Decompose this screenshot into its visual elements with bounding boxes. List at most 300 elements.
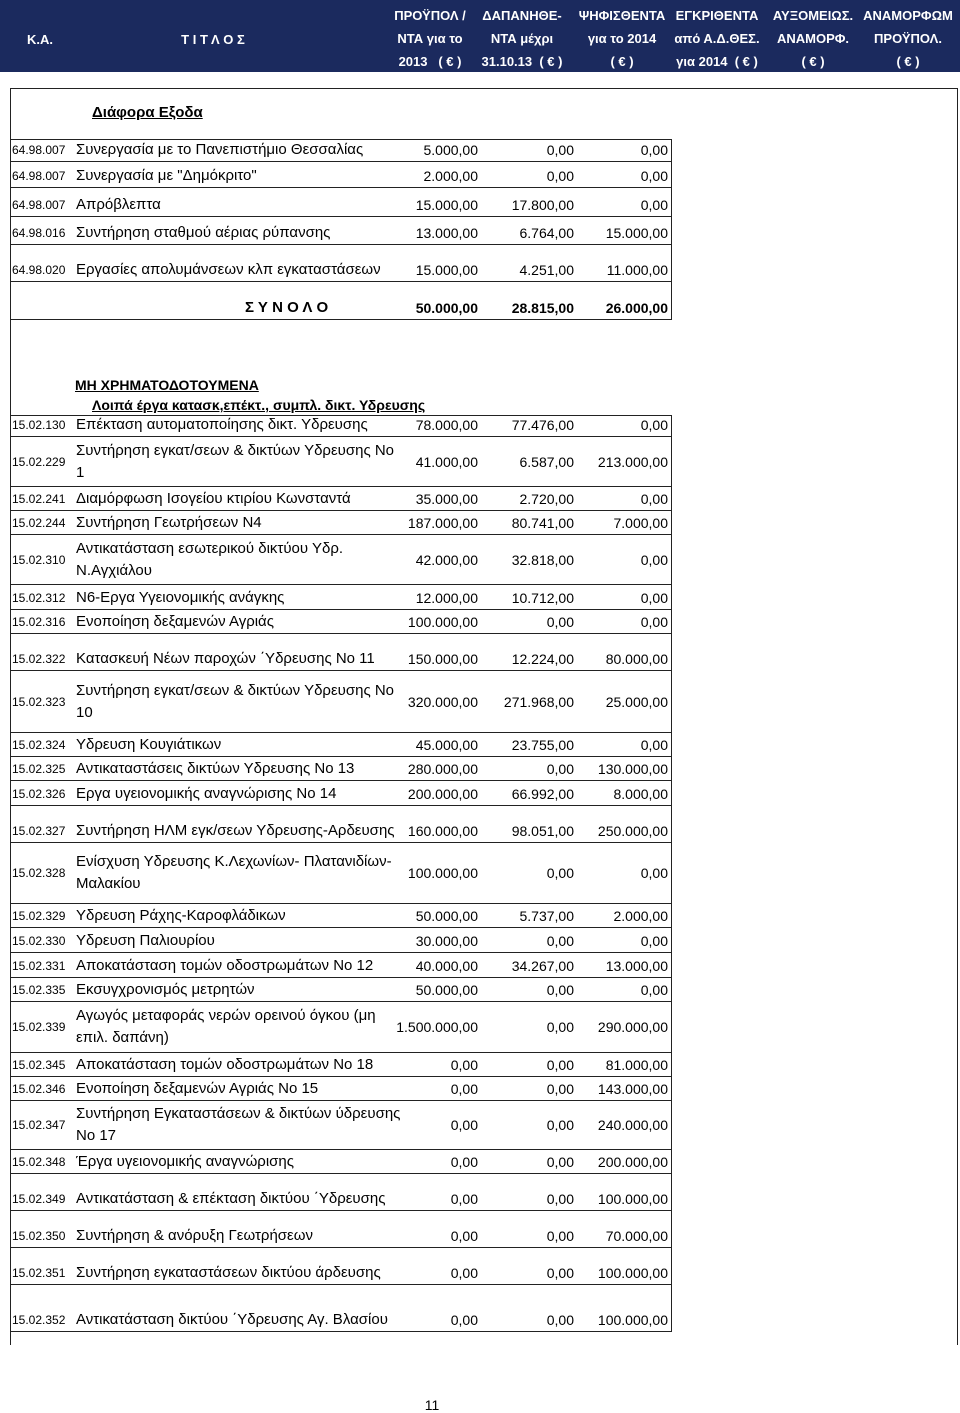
spent-until-31-10-13-amount: 34.267,00 xyxy=(511,958,574,974)
amount-cell xyxy=(570,1077,668,1100)
amount-cell xyxy=(380,1285,478,1331)
amount-cell xyxy=(570,487,668,510)
header-line: ΑΝΑΜΟΡΦΩΜ xyxy=(863,8,953,23)
header-column-approved-2014 xyxy=(665,4,769,73)
budget-2013-amount: 15.000,00 xyxy=(415,197,478,213)
budget-code: 15.02.351 xyxy=(12,1266,66,1280)
amount-cell xyxy=(380,928,478,952)
item-title-line: Συντήρηση σταθμού αέριας ρύπανσης xyxy=(76,224,331,241)
amount-cell xyxy=(476,1053,574,1076)
voted-2014-amount: 240.000,00 xyxy=(597,1117,668,1133)
budget-2013-amount: 15.000,00 xyxy=(415,262,478,278)
budget-2013-amount: 0,00 xyxy=(450,1117,478,1133)
item-title-line: Συνεργασία με "Δημόκριτο" xyxy=(76,167,257,184)
voted-2014-amount: 130.000,00 xyxy=(597,761,668,777)
amount-cell xyxy=(476,757,574,780)
budget-code-cell xyxy=(12,416,74,436)
item-title-cell xyxy=(76,1211,376,1247)
table-row xyxy=(10,843,672,904)
spent-until-31-10-13-amount: 0,00 xyxy=(546,865,574,881)
header-line: ΠΡΟΫΠΟΛ / xyxy=(394,8,466,23)
spent-until-31-10-13-amount: 0,00 xyxy=(546,933,574,949)
item-title-cell xyxy=(76,535,376,584)
budget-2013-amount: 41.000,00 xyxy=(415,453,478,470)
budget-2013-amount: 40.000,00 xyxy=(415,958,478,974)
item-title-cell xyxy=(76,487,376,510)
spent-until-31-10-13-amount: 80.741,00 xyxy=(511,515,574,531)
amount-cell xyxy=(380,1248,478,1284)
spent-until-31-10-13-amount: 271.968,00 xyxy=(503,693,574,710)
item-title-cell xyxy=(76,162,376,187)
budget-code: 15.02.327 xyxy=(12,824,66,838)
budget-2013-amount: 13.000,00 xyxy=(415,225,478,241)
spent-until-31-10-13-amount: 0,00 xyxy=(546,1019,574,1035)
item-title-cell xyxy=(76,1248,381,1284)
budget-2013-amount: 320.000,00 xyxy=(407,693,478,710)
budget-code-cell xyxy=(12,585,74,609)
budget-code: 15.02.326 xyxy=(12,787,66,801)
amount-cell xyxy=(476,1101,574,1149)
header-line: ( € ) xyxy=(896,54,920,69)
voted-2014-amount: 100.000,00 xyxy=(597,1191,668,1207)
budget-code-cell xyxy=(12,217,74,244)
item-title-cell xyxy=(76,978,376,1001)
amount-cell xyxy=(380,904,478,927)
voted-2014-amount: 100.000,00 xyxy=(597,1312,668,1328)
item-title-line: 10 xyxy=(76,703,93,721)
amount-cell xyxy=(476,162,574,187)
budget-code-cell xyxy=(12,1150,74,1173)
budget-2013-amount: 0,00 xyxy=(450,1265,478,1281)
item-title-cell xyxy=(76,140,376,161)
spent-until-31-10-13-amount: 0,00 xyxy=(546,1228,574,1244)
budget-code: 15.02.349 xyxy=(12,1192,66,1206)
amount-cell xyxy=(476,806,574,842)
spent-until-31-10-13-amount: 0,00 xyxy=(546,168,574,184)
header-line: από Α.Δ.ΘΕΣ. xyxy=(674,31,760,46)
budget-2013-amount: 100.000,00 xyxy=(407,614,478,630)
header-line: ΝΤΑ μέχρι xyxy=(490,31,554,46)
item-title-cell xyxy=(76,904,376,927)
amount-cell xyxy=(570,217,668,244)
item-title-line: Ενοποίηση δεξαμενών Αγριάς xyxy=(76,613,274,630)
budget-2013-amount: 0,00 xyxy=(450,1228,478,1244)
amount-cell xyxy=(476,610,574,633)
budget-code: 15.02.350 xyxy=(12,1229,66,1243)
budget-code: 15.02.352 xyxy=(12,1313,66,1327)
amount-cell xyxy=(476,1211,574,1247)
item-title-cell xyxy=(76,416,376,436)
table-row xyxy=(10,585,672,610)
header-column-revision-change xyxy=(761,4,865,73)
item-title-line: Αντικατάσταση & επέκταση δικτύου ΄Υδρευσης xyxy=(76,1190,386,1207)
spent-until-31-10-13-amount: 0,00 xyxy=(546,1312,574,1328)
amount-cell xyxy=(380,535,478,584)
header-column-voted-2014 xyxy=(570,4,674,73)
budget-2013-amount: 42.000,00 xyxy=(415,551,478,568)
voted-2014-amount: 0,00 xyxy=(640,551,668,568)
item-title-line: Αντικαταστάσεις δικτύων Υδρευσης Νο 13 xyxy=(76,760,355,777)
amount-cell xyxy=(476,140,574,161)
budget-code-cell xyxy=(12,1211,74,1247)
amount-cell xyxy=(570,671,668,732)
item-title-line: Επέκταση αυτοματοποίησης δικτ. Υδρευσης xyxy=(76,416,368,433)
budget-code: 15.02.310 xyxy=(12,552,66,567)
spent-until-31-10-13-amount: 5.737,00 xyxy=(519,908,574,924)
amount-cell xyxy=(570,1174,668,1210)
header-line: ΑΝΑΜΟΡΦ. xyxy=(776,31,850,46)
voted-2014-amount: 0,00 xyxy=(640,142,668,158)
header-line: ΠΡΟΫΠΟΛ. xyxy=(874,31,942,46)
amount-cell xyxy=(476,188,574,216)
budget-2013-amount: 45.000,00 xyxy=(415,737,478,753)
table-row xyxy=(10,1053,672,1077)
item-title-line: Συντήρηση & ανόρυξη Γεωτρήσεων xyxy=(76,1227,313,1244)
item-title-cell xyxy=(76,245,381,281)
voted-2014-amount: 0,00 xyxy=(640,417,668,433)
table-row xyxy=(10,1248,672,1285)
amount-cell xyxy=(570,634,668,670)
budget-code-cell xyxy=(12,437,74,486)
header-line: ΔΑΠΑΝΗΘΕ- xyxy=(482,8,562,23)
item-title-cell xyxy=(76,188,376,216)
budget-code-cell xyxy=(12,162,74,187)
budget-code-cell xyxy=(12,757,74,780)
header-line: για 2014 ( € ) xyxy=(676,54,758,69)
budget-2013-amount: 35.000,00 xyxy=(415,491,478,507)
item-title-line: Αγωγός μεταφοράς νερών ορεινού όγκου (μη xyxy=(76,1007,376,1024)
budget-2013-amount: 12.000,00 xyxy=(415,590,478,606)
amount-cell xyxy=(570,733,668,756)
budget-code-cell xyxy=(12,978,74,1001)
voted-2014-amount: 0,00 xyxy=(640,491,668,507)
budget-code: 15.02.316 xyxy=(12,615,66,629)
item-title-cell xyxy=(76,1101,401,1149)
item-title-line: Κατασκευή Νέων παροχών ΄Υδρευσης Νο 11 xyxy=(76,650,375,667)
budget-code-cell xyxy=(12,904,74,927)
table-row xyxy=(10,139,672,162)
voted-2014-amount: 0,00 xyxy=(640,590,668,606)
spent-until-31-10-13-amount: 2.720,00 xyxy=(519,491,574,507)
item-title-line: Νο 17 xyxy=(76,1127,117,1144)
amount-cell xyxy=(380,245,478,281)
table-row xyxy=(10,535,672,585)
budget-code-cell xyxy=(12,843,74,903)
budget-2013-amount: 0,00 xyxy=(450,1057,478,1073)
amount-cell xyxy=(380,1101,478,1149)
amount-cell xyxy=(380,217,478,244)
budget-code: 64.98.016 xyxy=(12,226,66,240)
budget-code: 15.02.331 xyxy=(12,959,66,973)
budget-code: 15.02.347 xyxy=(12,1118,66,1132)
amount-cell xyxy=(380,634,478,670)
voted-2014-amount: 143.000,00 xyxy=(597,1081,668,1097)
header-column-revised-budget xyxy=(856,4,960,73)
total-label-cell xyxy=(245,282,365,319)
item-title-line: επιλ. δαπάνη) xyxy=(76,1029,169,1046)
section-subheading: Λοιπά έργα κατασκ,επέκτ., συμπλ. δικτ. Υδρευσης xyxy=(92,397,426,413)
spent-until-31-10-13-amount: 6.764,00 xyxy=(519,225,574,241)
budget-2013-amount: 0,00 xyxy=(450,1312,478,1328)
table-row xyxy=(10,953,672,978)
amount-cell xyxy=(380,757,478,780)
header-title-text: Τ Ι Τ Λ Ο Σ xyxy=(181,32,245,47)
item-title-cell xyxy=(76,843,392,903)
amount-cell xyxy=(570,610,668,633)
item-title-line: Συντήρηση ΗΛΜ εγκ/σεων Υδρευσης-Αρδευσης xyxy=(76,822,395,839)
budget-code-cell xyxy=(12,511,74,534)
table-row xyxy=(10,1150,672,1174)
amount-cell xyxy=(380,1211,478,1247)
amount-cell xyxy=(476,978,574,1001)
budget-code-cell xyxy=(12,806,74,842)
table-row xyxy=(10,757,672,781)
budget-code-cell xyxy=(12,781,74,805)
amount-cell xyxy=(570,1053,668,1076)
item-title-line: Ν.Αγχιάλου xyxy=(76,561,152,579)
amount-cell xyxy=(380,585,478,609)
budget-code: 15.02.324 xyxy=(12,738,66,752)
budget-code-cell xyxy=(12,1002,74,1052)
amount-cell xyxy=(570,162,668,187)
table-row xyxy=(10,1077,672,1101)
amount-cell xyxy=(570,1248,668,1284)
budget-code-cell xyxy=(12,1248,74,1284)
voted-2014-amount: 8.000,00 xyxy=(613,786,668,802)
spent-until-31-10-13-amount: 0,00 xyxy=(546,1117,574,1133)
table-row xyxy=(10,928,672,953)
item-title-line: Συντήρηση Εγκαταστάσεων & δικτύων ύδρευσης xyxy=(76,1105,401,1122)
amount-cell xyxy=(476,585,574,609)
spent-until-31-10-13-amount: 12.224,00 xyxy=(511,651,574,667)
budget-code-cell xyxy=(12,733,74,756)
budget-code: 15.02.330 xyxy=(12,934,66,948)
item-title-cell xyxy=(76,1002,376,1052)
budget-2013-amount: 187.000,00 xyxy=(407,515,478,531)
budget-2013-amount: 200.000,00 xyxy=(407,786,478,802)
budget-2013-amount: 1.500.000,00 xyxy=(396,1019,478,1035)
header-line: ΑΥΞΟΜΕΙΩΣ. xyxy=(772,8,854,23)
spent-until-31-10-13-amount: 0,00 xyxy=(546,761,574,777)
voted-2014-amount: 0,00 xyxy=(640,737,668,753)
header-code-label xyxy=(0,28,92,51)
budget-code-cell xyxy=(12,928,74,952)
item-title-cell xyxy=(76,1174,386,1210)
item-title-line: Ενοποίηση δεξαμενών Αγριάς Νο 15 xyxy=(76,1080,319,1097)
amount-cell xyxy=(570,904,668,927)
amount-cell xyxy=(476,1150,574,1173)
amount-cell xyxy=(380,140,478,161)
header-column-spent-until-31-10-13 xyxy=(470,4,574,73)
section-heading: Διάφορα Εξοδα xyxy=(92,104,203,121)
item-title-cell xyxy=(76,806,395,842)
spent-until-31-10-13-amount: 66.992,00 xyxy=(511,786,574,802)
spent-until-31-10-13-amount: 17.800,00 xyxy=(511,197,574,213)
voted-2014-amount: 200.000,00 xyxy=(597,1154,668,1170)
amount-cell xyxy=(570,437,668,486)
budget-code-cell xyxy=(12,1174,74,1210)
budget-2013-amount: 5.000,00 xyxy=(423,142,478,158)
spent-until-31-10-13-amount: 98.051,00 xyxy=(511,823,574,839)
table-row xyxy=(10,904,672,928)
header-line: για το 2014 xyxy=(587,31,657,46)
table-row xyxy=(10,217,672,245)
column-divider xyxy=(671,415,672,1332)
spent-until-31-10-13-amount: 0,00 xyxy=(546,142,574,158)
budget-2013-amount: 30.000,00 xyxy=(415,933,478,949)
budget-code: 15.02.229 xyxy=(12,454,66,469)
voted-2014-amount: 0,00 xyxy=(640,982,668,998)
amount-cell xyxy=(476,781,574,805)
amount-cell xyxy=(476,928,574,952)
section-heading: ΜΗ ΧΡΗΜΑΤΟΔΟΤΟΥΜΕΝΑ xyxy=(75,377,259,393)
voted-2014-amount: 80.000,00 xyxy=(605,651,668,667)
budget-2013-amount: 0,00 xyxy=(450,1191,478,1207)
item-title-cell xyxy=(76,437,395,486)
amount-cell xyxy=(380,1174,478,1210)
voted-2014-amount: 0,00 xyxy=(640,933,668,949)
budget-code: 15.02.335 xyxy=(12,983,66,997)
column-divider xyxy=(671,139,672,320)
budget-code-cell xyxy=(12,140,74,161)
table-row xyxy=(10,634,672,671)
amount-cell xyxy=(380,978,478,1001)
budget-code: 15.02.329 xyxy=(12,909,66,923)
voted-2014-amount: 15.000,00 xyxy=(605,225,668,241)
item-title-line: Ν6-Εργα Υγειονομικής ανάγκης xyxy=(76,589,285,606)
budget-code: 15.02.345 xyxy=(12,1058,66,1072)
header-bar xyxy=(0,0,960,72)
budget-code: 15.02.323 xyxy=(12,694,66,709)
item-title-cell xyxy=(76,511,376,534)
item-title-line: Ενίσχυση Υδρευσης Κ.Λεχωνίων- Πλατανιδίων- xyxy=(76,853,392,870)
amount-cell xyxy=(476,671,574,732)
budget-code-cell xyxy=(12,1053,74,1076)
item-title-line: Αποκατάσταση τομών οδοστρωμάτων Νο 18 xyxy=(76,1056,374,1073)
amount-cell xyxy=(570,585,668,609)
table-row xyxy=(10,162,672,188)
amount-cell xyxy=(570,535,668,584)
header-line: ( € ) xyxy=(801,54,825,69)
amount-cell xyxy=(570,140,668,161)
total-spent-until-31-10-13-amount: 28.815,00 xyxy=(511,300,574,316)
spent-until-31-10-13-amount: 23.755,00 xyxy=(511,737,574,753)
total-label: Σ Υ Ν Ο Λ Ο xyxy=(245,299,329,316)
amount-cell xyxy=(380,1053,478,1076)
amount-cell xyxy=(476,511,574,534)
amount-cell xyxy=(476,245,574,281)
amount-cell xyxy=(570,757,668,780)
amount-cell xyxy=(380,437,478,486)
item-title-line: Εργα υγειονομικής αναγνώρισης Νο 14 xyxy=(76,785,337,802)
amount-cell xyxy=(476,535,574,584)
header-line: ΝΤΑ για το xyxy=(397,31,463,46)
item-title-cell xyxy=(76,733,376,756)
budget-2013-amount: 2.000,00 xyxy=(423,168,478,184)
spent-until-31-10-13-amount: 77.476,00 xyxy=(511,417,574,433)
budget-code: 15.02.241 xyxy=(12,492,66,506)
item-title-cell xyxy=(76,634,376,670)
budget-code: 64.98.020 xyxy=(12,263,66,277)
voted-2014-amount: 100.000,00 xyxy=(597,1265,668,1281)
item-title-line: Έργα υγειονομικής αναγνώρισης xyxy=(76,1153,295,1170)
voted-2014-amount: 25.000,00 xyxy=(605,693,668,710)
budget-code: 64.98.007 xyxy=(12,169,66,183)
voted-2014-amount: 0,00 xyxy=(640,168,668,184)
spent-until-31-10-13-amount: 10.712,00 xyxy=(511,590,574,606)
table-row xyxy=(10,671,672,733)
total-amount-cell xyxy=(570,282,668,319)
voted-2014-amount: 290.000,00 xyxy=(597,1019,668,1035)
total-row xyxy=(10,282,672,320)
item-title-cell xyxy=(76,610,376,633)
header-column-budget-2013 xyxy=(378,4,482,73)
table-row xyxy=(10,245,672,282)
voted-2014-amount: 81.000,00 xyxy=(605,1057,668,1073)
budget-code-cell xyxy=(12,245,74,281)
amount-cell xyxy=(476,1174,574,1210)
amount-cell xyxy=(380,1077,478,1100)
amount-cell xyxy=(570,1101,668,1149)
header-line: 31.10.13 ( € ) xyxy=(481,54,563,69)
item-title-cell xyxy=(76,757,376,780)
spent-until-31-10-13-amount: 4.251,00 xyxy=(519,262,574,278)
budget-code: 15.02.244 xyxy=(12,516,66,530)
budget-2013-amount: 78.000,00 xyxy=(415,417,478,433)
budget-code: 15.02.348 xyxy=(12,1155,66,1169)
item-title-line: Διαμόρφωση Ισογείου κτιρίου Κωνσταντά xyxy=(76,490,351,507)
amount-cell xyxy=(476,1002,574,1052)
amount-cell xyxy=(476,634,574,670)
budget-2013-amount: 160.000,00 xyxy=(407,823,478,839)
budget-code: 15.02.130 xyxy=(12,418,66,432)
amount-cell xyxy=(380,806,478,842)
amount-cell xyxy=(380,1002,478,1052)
voted-2014-amount: 213.000,00 xyxy=(597,453,668,470)
budget-code-cell xyxy=(12,188,74,216)
table-row xyxy=(10,1002,672,1053)
item-title-line: Υδρευση Παλιουρίου xyxy=(76,932,215,949)
item-title-line: Συντήρηση εγκαταστάσεων δικτύου άρδευσης xyxy=(76,1264,381,1281)
item-title-line: Υδρευση Ράχης-Καροφλάδικων xyxy=(76,907,286,924)
budget-2013-amount: 0,00 xyxy=(450,1081,478,1097)
item-title-cell xyxy=(76,217,376,244)
header-title-label xyxy=(141,28,285,51)
table-row xyxy=(10,610,672,634)
table-row xyxy=(10,511,672,535)
item-title-line: Συνεργασία με το Πανεπιστήμιο Θεσσαλίας xyxy=(76,141,364,158)
budget-code-cell xyxy=(12,1101,74,1149)
item-title-cell xyxy=(76,781,376,805)
budget-code-cell xyxy=(12,535,74,584)
spent-until-31-10-13-amount: 32.818,00 xyxy=(511,551,574,568)
amount-cell xyxy=(476,416,574,436)
table-row xyxy=(10,1174,672,1211)
amount-cell xyxy=(380,953,478,977)
spent-until-31-10-13-amount: 0,00 xyxy=(546,982,574,998)
budget-2013-amount: 50.000,00 xyxy=(415,908,478,924)
voted-2014-amount: 250.000,00 xyxy=(597,823,668,839)
amount-cell xyxy=(380,671,478,732)
item-title-line: Απρόβλεπτα xyxy=(76,196,161,213)
header-code-text: Κ.Α. xyxy=(27,32,53,47)
budget-code-cell xyxy=(12,1285,74,1331)
budget-code: 15.02.339 xyxy=(12,1020,66,1034)
budget-code-cell xyxy=(12,953,74,977)
voted-2014-amount: 0,00 xyxy=(640,865,668,881)
amount-cell xyxy=(380,781,478,805)
item-title-line: Συντήρηση εγκατ/σεων & δικτύων Υδρευσης Νο xyxy=(76,681,395,699)
